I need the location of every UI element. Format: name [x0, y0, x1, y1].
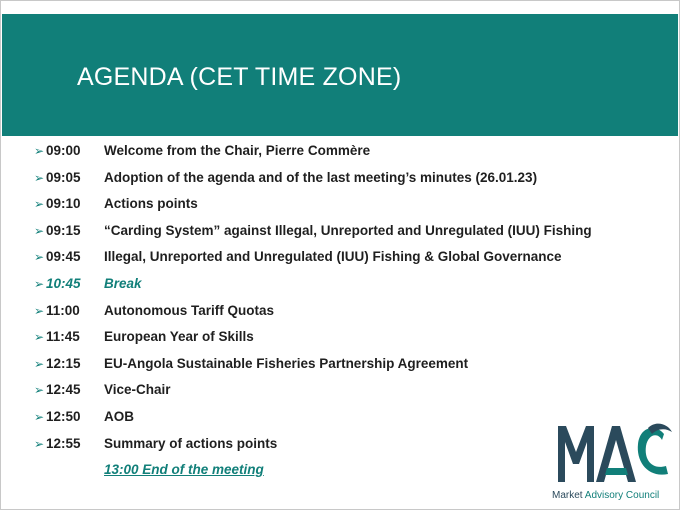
arrow-bullet-icon: ➢ — [34, 409, 45, 424]
agenda-text: Actions points — [104, 196, 198, 212]
end-of-meeting-link[interactable]: 13:00 End of the meeting — [104, 462, 264, 477]
arrow-bullet-icon: ➢ — [34, 250, 45, 265]
agenda-time: 12:15 — [46, 355, 81, 371]
agenda-text: Break — [104, 275, 142, 291]
agenda-text: Illegal, Unreported and Unregulated (IUU) Fishing & Global Governance — [104, 249, 562, 265]
agenda-item — [0, 169, 680, 196]
arrow-bullet-icon: ➢ — [34, 197, 45, 212]
agenda-list — [0, 142, 680, 461]
agenda-text: Vice-Chair — [104, 382, 171, 398]
agenda-item — [0, 142, 680, 169]
agenda-item — [0, 302, 680, 329]
agenda-text: EU-Angola Sustainable Fisheries Partnership Agreement — [104, 355, 469, 371]
logo-caption-market: Market — [552, 490, 585, 501]
agenda-text: “Carding System” against Illegal, Unreported and Unregulated (IUU) Fishing — [104, 222, 592, 238]
agenda-item — [0, 328, 680, 355]
agenda-text: Autonomous Tariff Quotas — [104, 302, 274, 318]
agenda-time: 12:45 — [46, 382, 81, 398]
agenda-item — [0, 195, 680, 222]
arrow-bullet-icon: ➢ — [34, 223, 45, 238]
agenda-time: 09:00 — [46, 143, 81, 158]
agenda-item — [0, 355, 680, 382]
logo-caption-advisory-council: Advisory Council — [584, 490, 660, 501]
logo-caption — [552, 490, 678, 501]
agenda-item — [0, 222, 680, 249]
agenda-item — [0, 248, 680, 275]
agenda-time: 09:45 — [46, 249, 81, 265]
arrow-bullet-icon: ➢ — [34, 356, 45, 371]
agenda-time: 10:45 — [46, 275, 81, 291]
agenda-text: AOB — [104, 408, 134, 424]
arrow-bullet-icon: ➢ — [34, 170, 45, 185]
agenda-text: Summary of actions points — [104, 435, 278, 451]
arrow-bullet-icon: ➢ — [34, 144, 45, 158]
agenda-time: 12:55 — [46, 435, 81, 451]
agenda-time: 09:05 — [46, 169, 81, 185]
agenda-time: 12:50 — [46, 408, 81, 424]
agenda-time: 11:00 — [46, 302, 80, 318]
agenda-text: Welcome from the Chair, Pierre Commère — [104, 143, 371, 158]
arrow-bullet-icon: ➢ — [34, 276, 45, 291]
agenda-time: 09:10 — [46, 196, 81, 212]
slide-title: AGENDA (CET TIME ZONE) — [77, 63, 402, 91]
arrow-bullet-icon: ➢ — [34, 330, 45, 345]
arrow-bullet-icon: ➢ — [34, 383, 45, 398]
agenda-time: 09:15 — [46, 222, 81, 238]
arrow-bullet-icon: ➢ — [34, 303, 45, 318]
mac-logo-mark-icon — [552, 418, 678, 490]
mac-logo — [552, 418, 678, 506]
agenda-item — [0, 381, 680, 408]
arrow-bullet-icon: ➢ — [34, 436, 45, 451]
agenda-item-break — [0, 275, 680, 302]
agenda-time: 11:45 — [46, 329, 80, 345]
agenda-text: Adoption of the agenda and of the last meeting’s minutes (26.01.23) — [104, 169, 538, 185]
agenda-text: European Year of Skills — [104, 329, 254, 345]
